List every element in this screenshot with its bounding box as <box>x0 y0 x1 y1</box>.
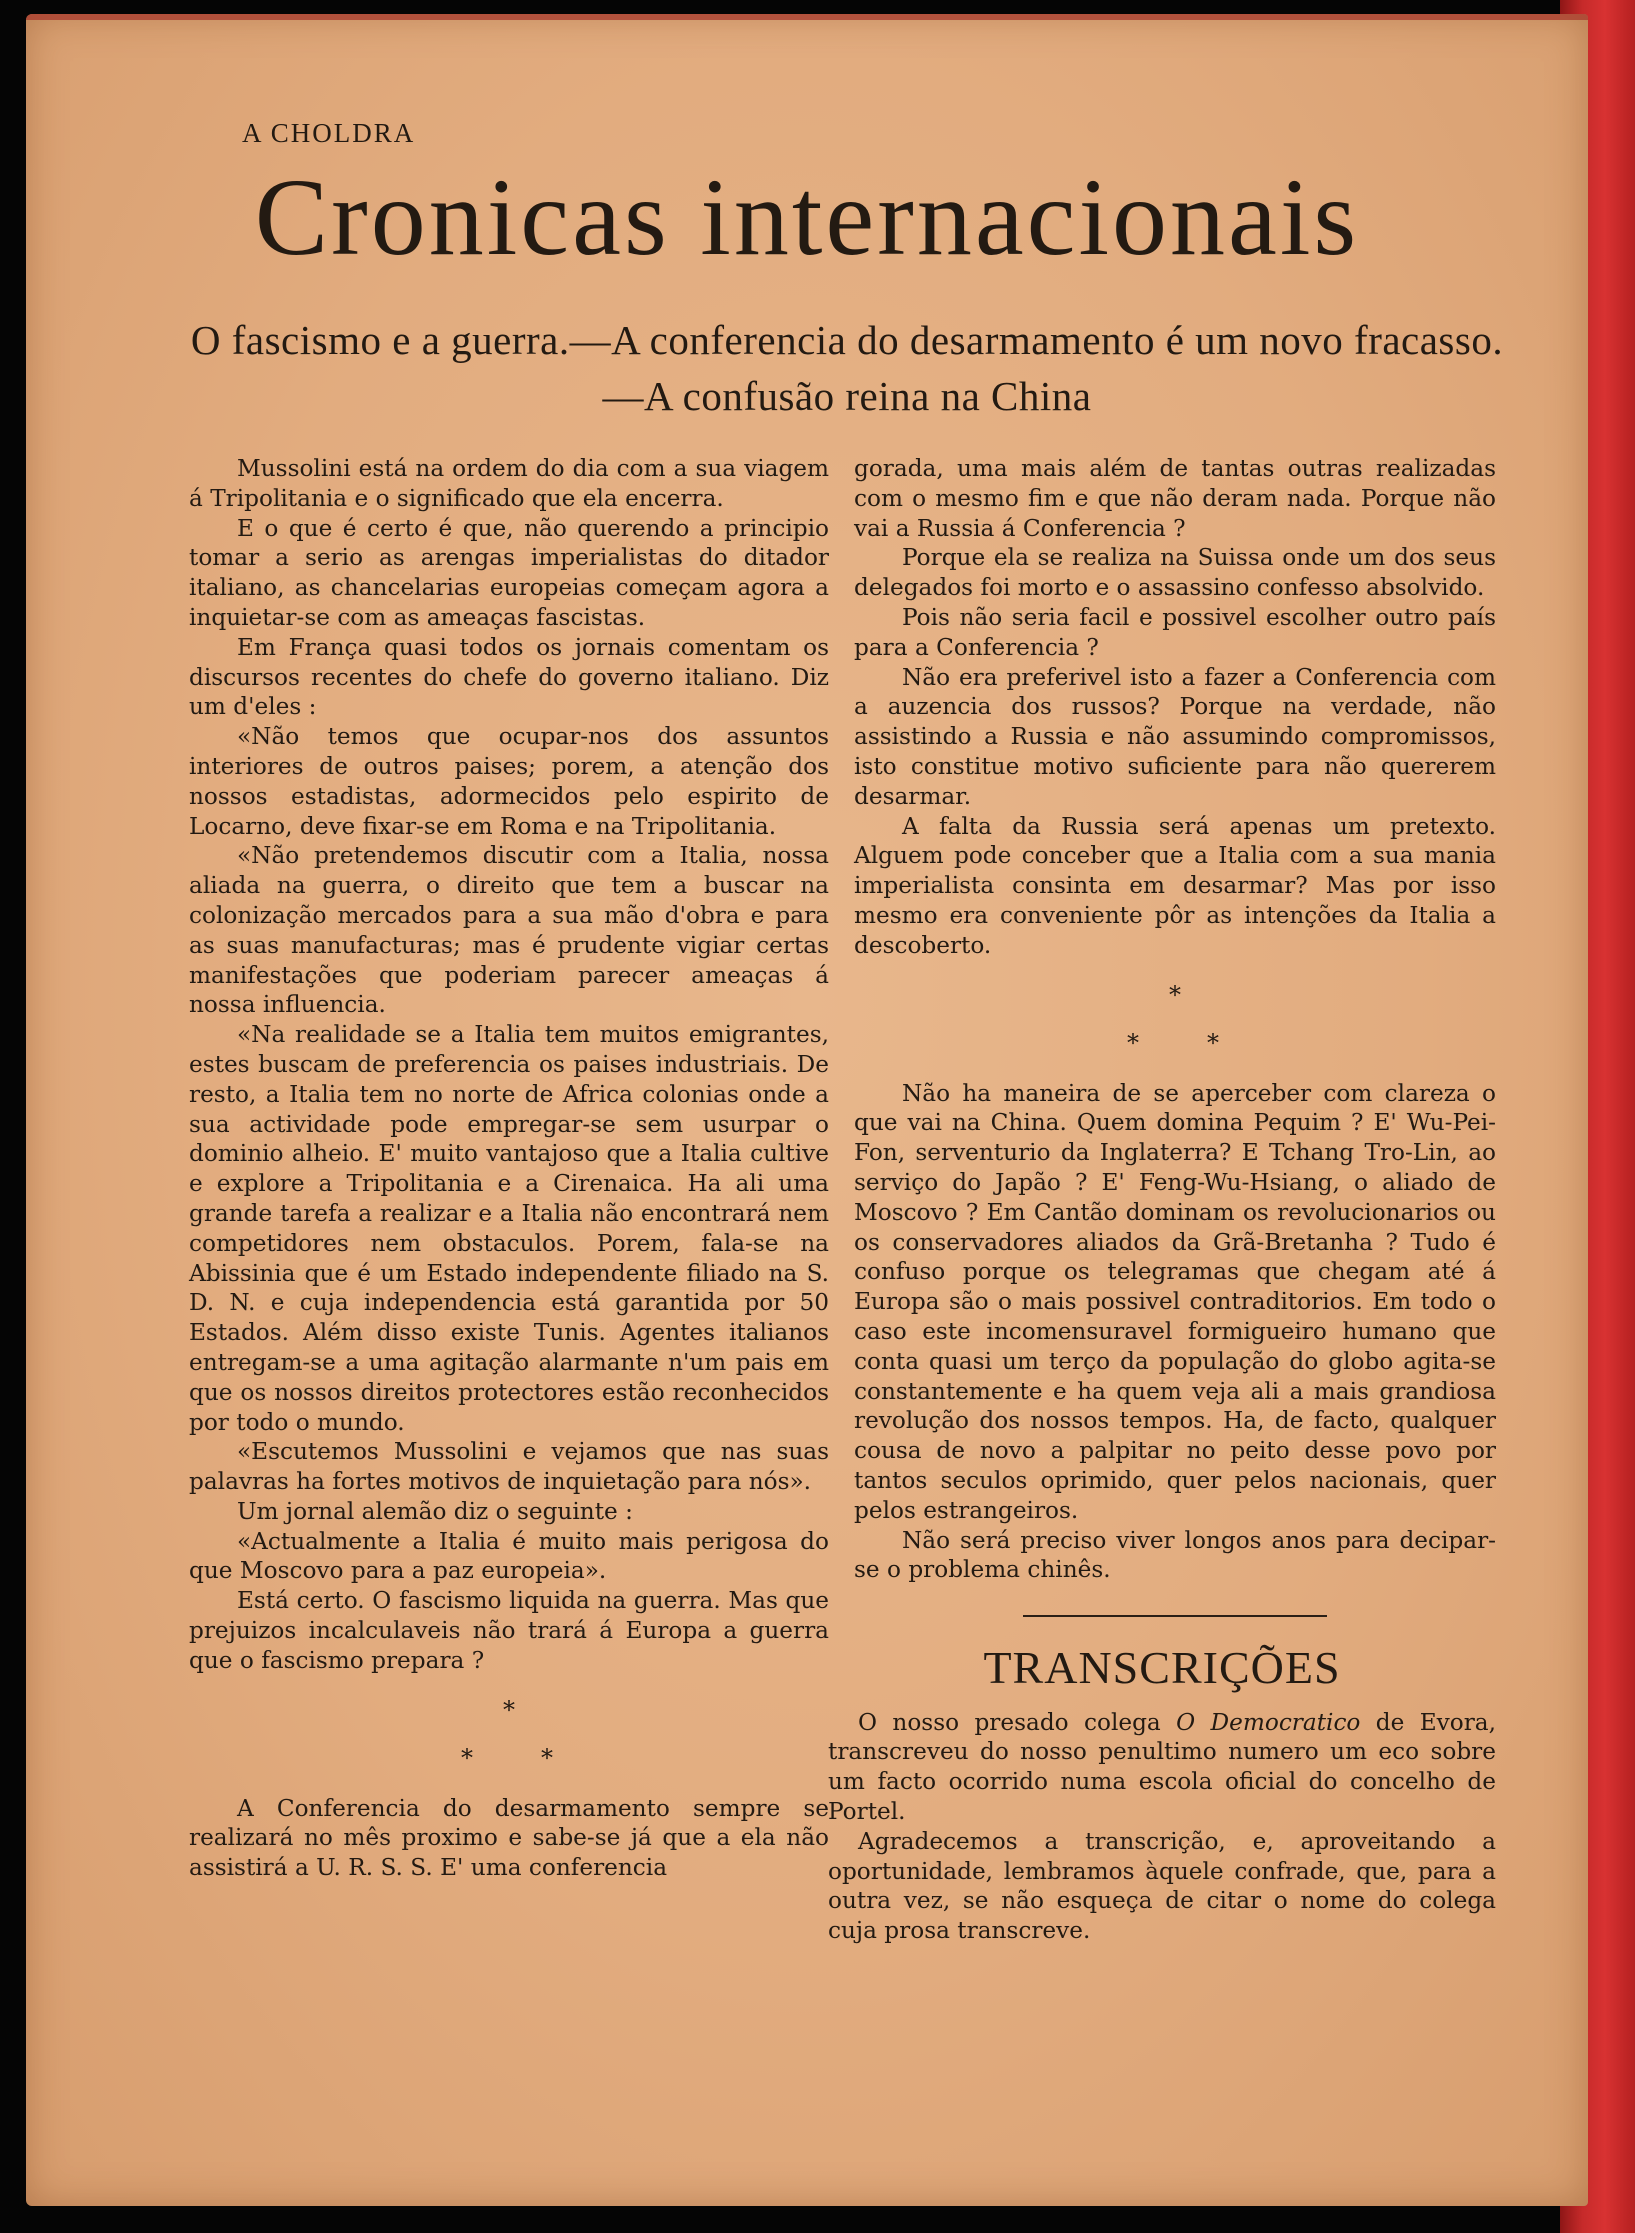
paragraph: Não ha maneira de se aperceber com clareza o que vai na China. Quem domina Pequim ? E' Wu-Pei-Fon, serventurio da Inglaterra? E Tchang Tro-Lin, ao serviço do Japão ? E' Feng-Wu-Hsiang, o aliado de Moscovo ? Em Cantão dominam os revolucionarios ou os conservadores aliados da Grã-Bretanha ? Tudo é confuso porque os telegramas que chegam até á Europa são o mais possivel contraditorios. Em todo o caso este incomensuravel formigueiro humano que conta quasi um terço da população do globo agita-se constantemente e ha quem veja ali a mais grandiosa revolução dos nossos tempos. Ha, de facto, qualquer cousa de novo a palpitar no peito desse povo por tantos seculos oprimido, quer pelos nacionais, quer pelos estrangeiros. <box>854 1079 1496 1524</box>
asterisk: * <box>461 1743 473 1772</box>
asterisk: * <box>1127 1028 1139 1057</box>
asterisk: * <box>503 1695 515 1724</box>
newspaper-page <box>26 14 1588 2206</box>
paragraph: Pois não seria facil e possivel escolher outro país para a Conferencia ? <box>854 603 1496 661</box>
asterism-separator <box>854 975 1496 1065</box>
paragraph: Porque ela se realiza na Suissa onde um dos seus delegados foi morto e o assassino confesso absolvido. <box>854 544 1496 602</box>
asterisk: * <box>541 1743 553 1772</box>
section-divider <box>1023 1615 1327 1617</box>
paragraph: A Conferencia do desarmamento sempre se realizará no mês proximo e sabe-se já que a ela não assistirá a U. R. S. S. E' uma conferencia <box>189 1794 829 1882</box>
text-run: de Evora, transcreveu do nosso penultimo numero um eco sobre um facto ocorrido numa escola oficial do concelho de Portel. <box>828 1708 1496 1826</box>
quote-paragraph: «Na realidade se a Italia tem muitos emigrantes, estes buscam de preferencia os paises industriais. De resto, a Italia tem no norte de Africa colonias onde a sua actividade pode empregar-se sem usurpar o dominio alheio. E' muito vantajoso que a Italia cultive e explore a Tripolitania e a Cirenaica. Ha ali uma grande tarefa a realizar e a Italia não encontrará nem competidores nem obstaculos. Porem, fala-se na Abissinia que é um Estado independente filiado na S. D. N. e cuja independencia está garantida por 50 Estados. Além disso existe Tunis. Agentes italianos entregam-se a uma agitação alarmante n'um pais em que os nossos direitos protectores estão reconhecidos por todo o mundo. <box>189 1021 829 1436</box>
quote-paragraph: «Escutemos Mussolini e vejamos que nas suas palavras ha fortes motivos de inquietação para nós». <box>189 1438 829 1496</box>
transcricoes-section <box>828 1643 1496 1946</box>
article-title: Cronicas internacionais <box>254 156 1360 278</box>
section-title: TRANSCRIÇÕES <box>983 1642 1341 1694</box>
article-subtitle: O fascismo e a guerra.—A conferencia do desarmamento é um novo fracasso.—A confusão reina na China <box>190 317 1504 419</box>
asterisk: * <box>1169 980 1181 1009</box>
running-head: A CHOLDRA <box>242 118 416 148</box>
left-column <box>189 454 829 1883</box>
paragraph: Agradecemos a transcrição, e, aproveitando a oportunidade, lembramos àquele confrade, que, para a outra vez, se não esqueça de citar o nome do colega cuja prosa transcreve. <box>828 1827 1496 1945</box>
newspaper-name: O Democratico <box>1176 1708 1361 1736</box>
paragraph: «Actualmente a Italia é muito mais perigosa do que Moscovo para a paz europeia». <box>189 1527 829 1585</box>
quote-paragraph: «Não temos que ocupar-nos dos assuntos interiores de outros paises; porem, a atenção dos nossos estadistas, adormecidos pelo espirito de Locarno, deve fixar-se em Roma e na Tripolitania. <box>189 723 829 840</box>
asterisk: * <box>1207 1028 1219 1057</box>
asterism-separator <box>189 1690 829 1780</box>
paragraph: A falta da Russia será apenas um pretexto. Alguem pode conceber que a Italia com a sua mania imperialista consinta em desarmar? Mas por isso mesmo era conveniente pôr as intenções da Italia a descoberto. <box>854 812 1496 959</box>
paragraph: Não será preciso viver longos anos para decipar-se o problema chinês. <box>854 1526 1496 1584</box>
paragraph: Está certo. O fascismo liquida na guerra. Mas que prejuizos incalculaveis não trará á Europa a guerra que o fascismo prepara ? <box>189 1587 829 1674</box>
paragraph: Mussolini está na ordem do dia com a sua viagem á Tripolitania e o significado que ela encerra. <box>189 455 829 512</box>
right-column <box>828 454 1496 1946</box>
paragraph: Em França quasi todos os jornais comentam os discursos recentes do chefe do governo italiano. Diz um d'eles : <box>189 633 829 721</box>
paragraph: gorada, uma mais além de tantas outras realizadas com o mesmo fim e que não deram nada. Porque não vai a Russia á Conferencia ? <box>854 455 1496 542</box>
paragraph <box>828 1708 1496 1827</box>
paragraph: E o que é certo é que, não querendo a principio tomar a serio as arengas imperialistas do ditador italiano, as chancelarias europeias começam agora a inquietar-se com as ameaças fascistas. <box>189 514 829 631</box>
paragraph: Um jornal alemão diz o seguinte : <box>237 1497 633 1525</box>
paragraph: Não era preferivel isto a fazer a Conferencia com a auzencia dos russos? Porque na verdade, não assistindo a Russia e não assumindo compromissos, isto constitue motivo suficiente para não quererem desarmar. <box>854 663 1496 810</box>
quote-paragraph: «Não pretendemos discutir com a Italia, nossa aliada na guerra, o direito que tem a buscar na colonização mercados para a sua mão d'obra e para as suas manufacturas; mas é prudente vigiar certas manifestações que poderiam parecer ameaças á nossa influencia. <box>189 842 829 1019</box>
text-run: O nosso presado colega <box>858 1708 1177 1736</box>
